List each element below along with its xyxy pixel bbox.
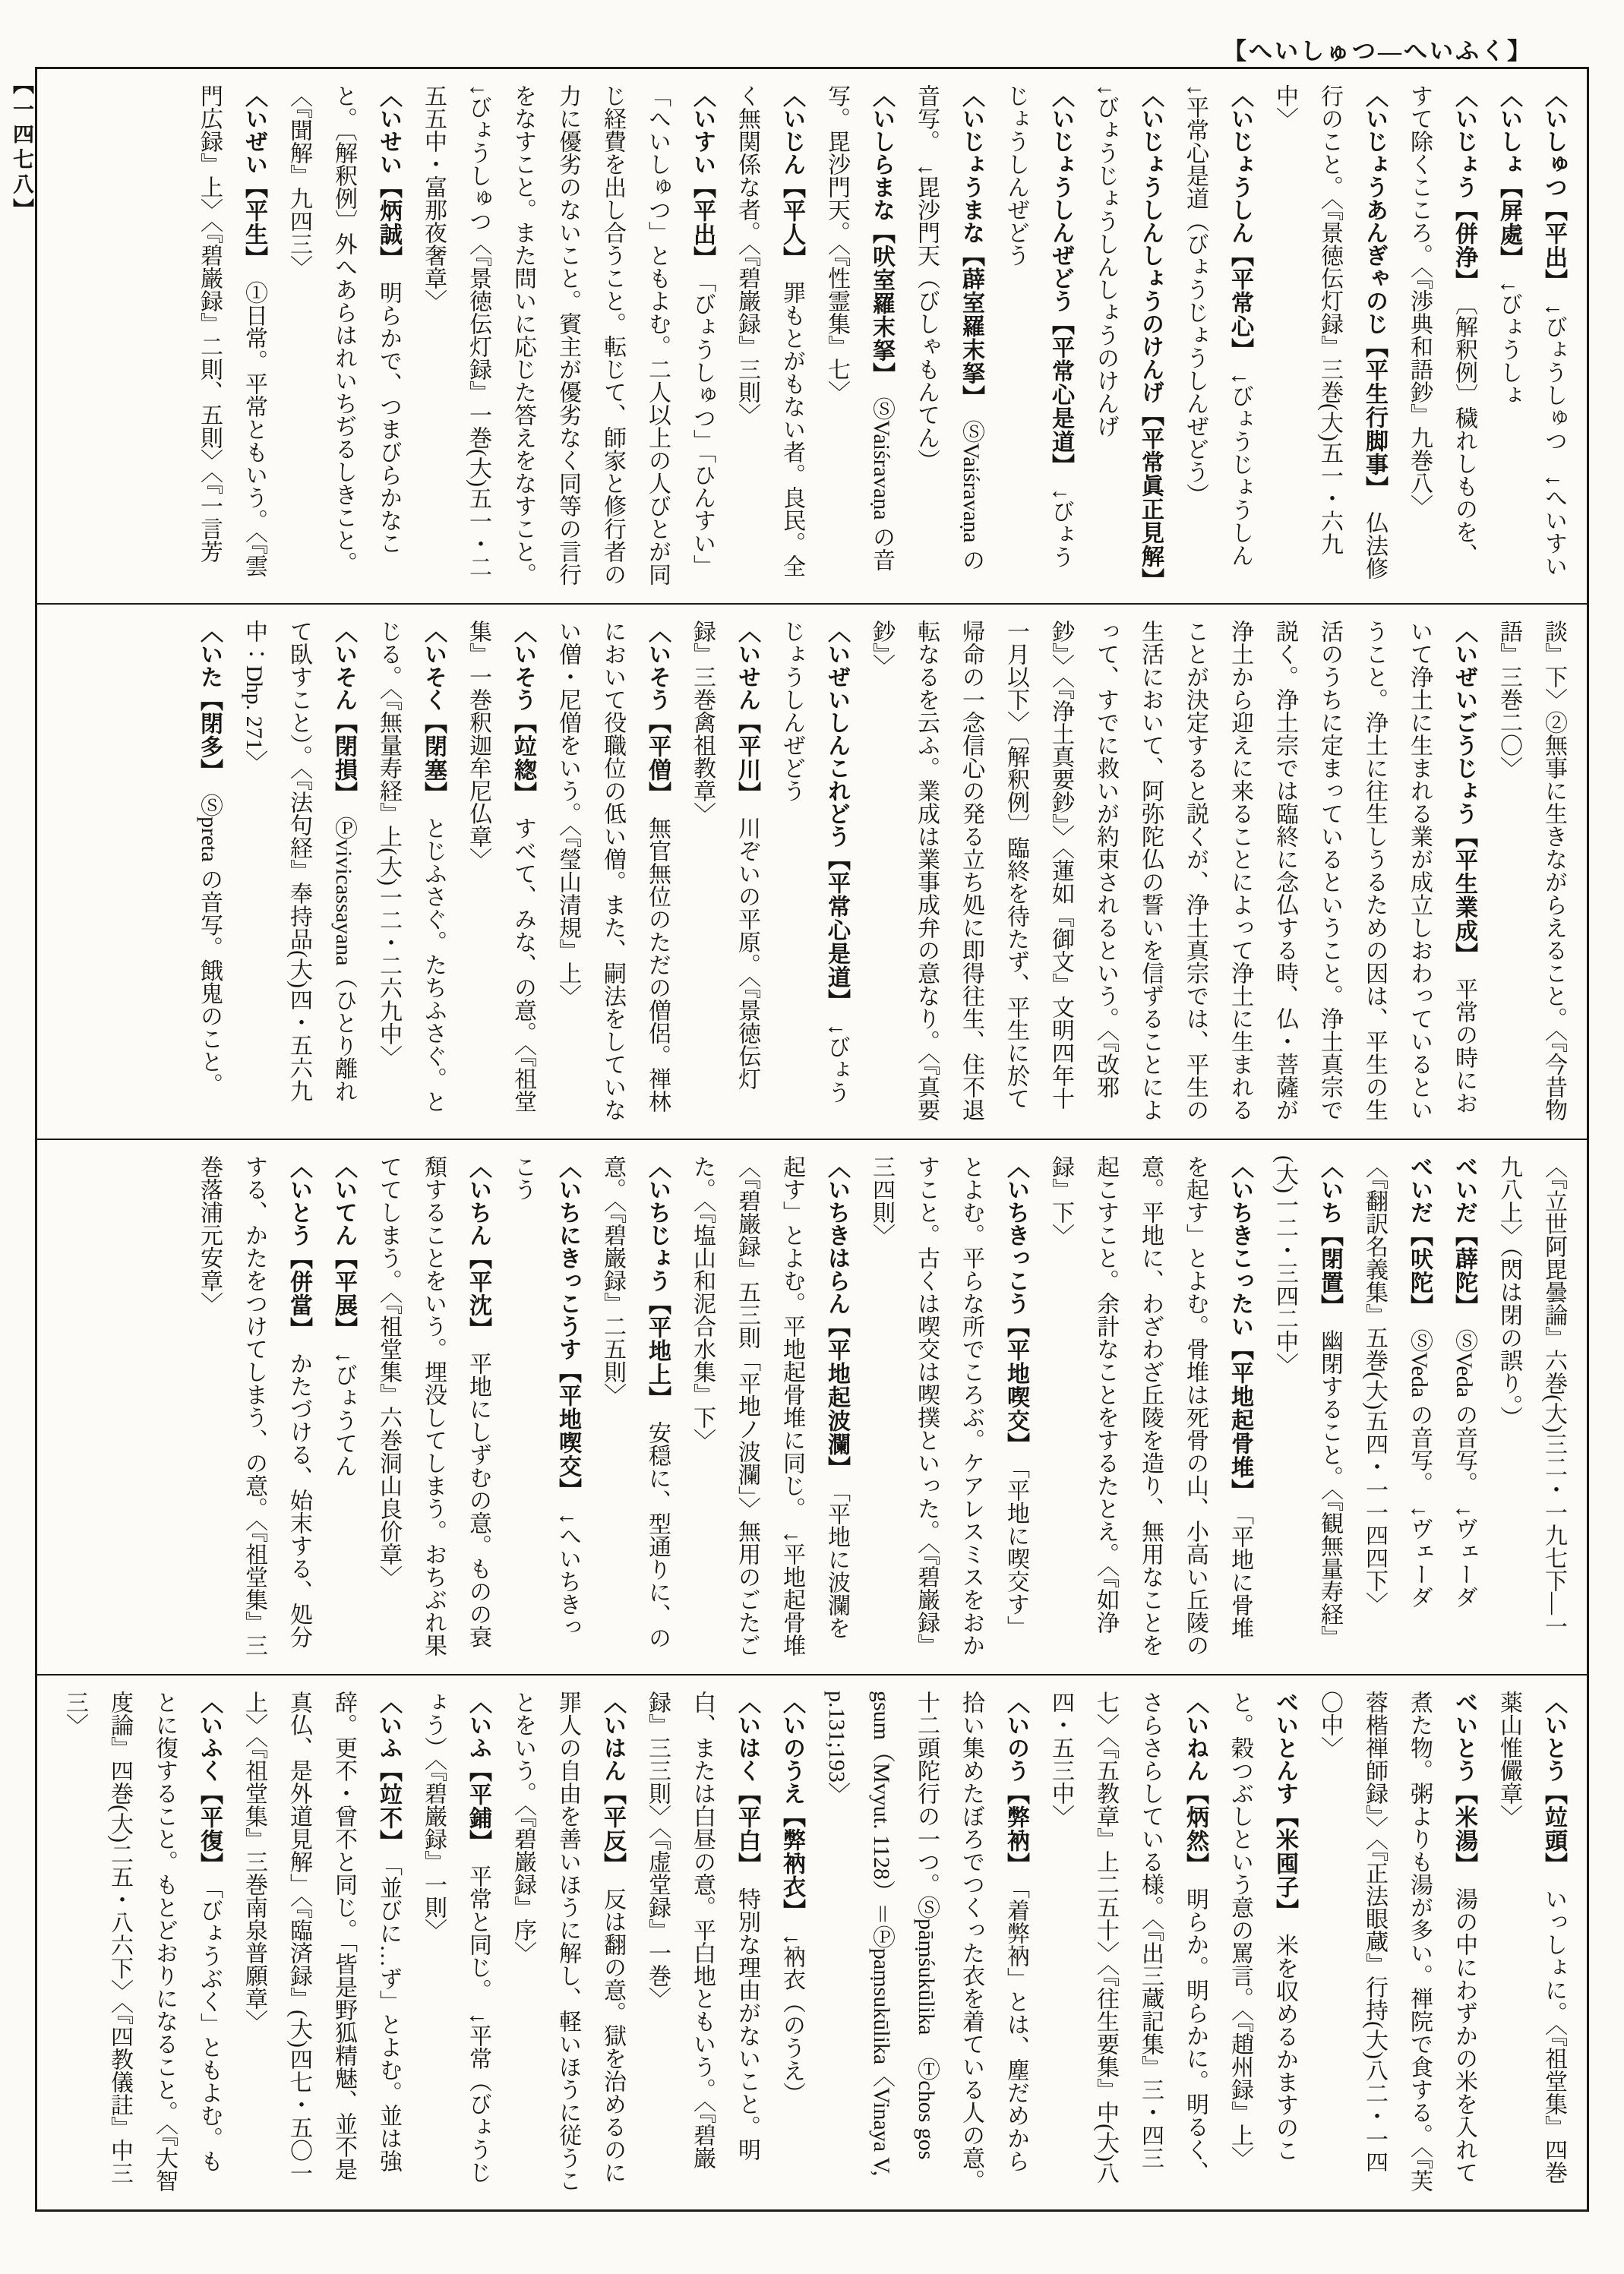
entry-kana: 〈いそく [421, 620, 446, 711]
dictionary-entry [859, 1155, 1038, 1659]
entry-kana: 〈いぜいごうじょう [1452, 620, 1477, 825]
dictionary-entry [1487, 84, 1531, 588]
entry-headword: 【併浄】 [1452, 198, 1477, 281]
dictionary-entry [411, 84, 725, 597]
entry-headword: 【弊衲】 [1003, 1782, 1028, 1865]
entry-definition: 「並びに…ず」とよむ。並は強辞。更不・曾不と同じ。「皆是野狐精魅、並不是真仏、是外道見解」〈『臨済録』(大)四七・五〇一上〉〈『祖堂集』三巻南泉普願章〉 [242, 1691, 401, 2184]
dictionary-entry [1397, 84, 1487, 588]
dictionary-entry [1038, 1691, 1218, 2194]
entry-definition: ⓈVeda の音写。 ↓ヴェーダ [1452, 1306, 1477, 1609]
entry-definition: 平常と同じ。 ↓平常（びょうじょう）〈『碧巌録』一則〉 [421, 1691, 491, 2184]
entry-kana: 〈いふ [466, 1691, 491, 1759]
dictionary-entry [1038, 1155, 1262, 1659]
entry-definition: ⓈVaiśravaṇa の音写。 ↓毘沙門天（びしゃもんてん） [914, 84, 984, 572]
dictionary-entry [590, 1155, 680, 1659]
entry-definition: ↓衲衣（のうえ） [779, 1911, 804, 2105]
dictionary-entry [1442, 1155, 1487, 1659]
entry-definition: いっしょに。〈『祖堂集』四巻薬山惟儼章〉 [1496, 1691, 1566, 2184]
dictionary-entry [680, 1155, 859, 1659]
entry-kana: 〈いじん [779, 84, 804, 175]
band-3 [37, 1139, 1587, 1674]
dictionary-entry [994, 84, 1083, 588]
entry-definition: 〈『立世阿毘曇論』六巻(大)三二・一九七下―一九八上〉（閃は閉の誤り。） [1496, 1155, 1566, 1638]
entry-kana: 〈いた [197, 620, 222, 688]
entry-headword: 【平地喫交】 [555, 1360, 580, 1490]
entry-definition: Ⓢpreta の音写。餓鬼のこと。 [197, 771, 222, 1096]
entry-headword: 【吠陀】 [1407, 1224, 1432, 1306]
entry-kana: 〈いしらまな [869, 84, 894, 221]
entry-headword: 【平人】 [779, 175, 804, 258]
entry-headword: 【竝不】 [376, 1759, 401, 1842]
entry-kana: 〈いちきこったい [1227, 1155, 1253, 1338]
entry-definition: 罪もとがもない者。良民。全く無関係な者。〈『碧巌録』三則〉 [735, 84, 804, 577]
dictionary-entry [187, 84, 276, 588]
entry-kana: べいだ [1452, 1155, 1477, 1224]
dictionary-entry [545, 620, 680, 1123]
entry-headword: 【平常心是道】 [1048, 312, 1073, 466]
entry-headword: 【平地喫交】 [1003, 1315, 1028, 1445]
entry-kana: 〈いじょう [1452, 84, 1477, 198]
entry-kana: 〈いしゅつ [1541, 84, 1566, 198]
entry-kana: 〈いふく [197, 1691, 222, 1782]
entry-headword: 【薜室羅末拏】 [959, 244, 984, 397]
dictionary-entry [814, 1691, 1038, 2194]
entry-headword: 【平出】 [1541, 198, 1566, 281]
entry-definition: ↓びょうじょうしんぜどう [779, 620, 849, 1104]
entry-kana: 〈いせい [376, 84, 401, 175]
entry-definition: 「着弊衲」とは、塵だめから拾い集めたぼろでつくった衣を着ている人の意。十二頭陀行の一つ。Ⓢpāṃśukūlika Ⓣchos gos gsum（Mvyut. 1128）＝Ⓟpaṃsukūlika〈Vinaya V, p.131;193〉 [824, 1691, 1028, 2192]
entry-definition: 「びょうしゅつ」「ひんすい」「へいしゅつ」ともよむ。二人以上の人びとが同じ経費を出し合うこと。転じて、師家と修行者の力に優劣のないこと。賓主が優劣なく同等の言行をなすこと。また問いに応じた答えをなすこと。 ↓びょうしゅつ〈『景徳伝灯録』一巻(大)五一・二五五中・富那夜奢章〉 [421, 84, 715, 597]
dictionary-entry [366, 620, 456, 1123]
entry-kana: 〈いちにきっこうす [555, 1155, 580, 1360]
entry-headword: 【屏處】 [1496, 175, 1521, 258]
entry-definition: Ⓟvivicassayana（ひとり離れて臥すこと）。〈『法句経』奉持品(大)四・五六九中：Dhp. 271〉 [242, 620, 356, 1103]
dictionary-entry [276, 84, 411, 588]
dictionary-entry [725, 84, 814, 588]
entry-kana: 〈いてん [331, 1155, 356, 1246]
entry-headword: 【併當】 [286, 1246, 311, 1329]
entry-kana: 〈いのうえ [779, 1691, 804, 1805]
dictionary-entry [1083, 84, 1173, 603]
dictionary-entry [187, 1155, 321, 1659]
entry-definition: ↓びょうしゅつ ↓へいすい [1541, 281, 1566, 577]
entry-headword: 【米湯】 [1452, 1782, 1477, 1865]
dictionary-entry [1307, 1691, 1487, 2194]
dictionary-entry [680, 620, 769, 1123]
entry-kana: 〈いじょうしんしょうのけんげ [1138, 84, 1163, 403]
entry-kana: 〈いのう [1003, 1691, 1028, 1782]
entry-kana: 〈いふ [376, 1691, 401, 1759]
entry-definition: 〔解釈例〕穢れしものを、すて除くこころ。〈『渉典和語鈔』九巻八〉 [1407, 84, 1477, 566]
entry-definition: 「平地に波瀾を起す」とよむ。平地起骨堆に同じ。 ↓平地起骨堆〈『碧巌録』五三則「平地ノ波瀾」〉無用のごたごた。〈『塩山和泥合水集』下〉 [690, 1155, 849, 1657]
dictionary-entry [1487, 1155, 1576, 1659]
dictionary-entry [366, 1155, 501, 1659]
entry-headword: 【弊衲衣】 [779, 1805, 804, 1911]
entry-kana: べいとんす [1272, 1691, 1297, 1805]
entry-headword: 【炳誠】 [376, 175, 401, 258]
entry-headword: 【平僧】 [645, 711, 670, 794]
entry-kana: 〈いねん [1183, 1691, 1208, 1782]
entry-headword: 【平反】 [600, 1782, 625, 1865]
dictionary-entry [1218, 1691, 1307, 2194]
entry-definition: 明らかで、つまびらかなこと。〔解釈例〕外へあらはれいちぢるしきこと。〈『聞解』九四三〉 [286, 84, 401, 574]
entry-definition: ↓びょうしょ [1496, 258, 1521, 406]
entry-headword: 【平生】 [242, 175, 267, 258]
entry-headword: 【吠室羅末拏】 [869, 221, 894, 374]
entry-kana: 〈いそう [645, 620, 670, 711]
entry-headword: 【閉損】 [331, 711, 356, 794]
entry-kana: 〈いとう [286, 1155, 311, 1246]
entry-kana: 〈いしょ [1496, 84, 1521, 175]
dictionary-entry [1531, 84, 1576, 588]
dictionary-entry [52, 1691, 232, 2194]
entry-headword: 【平常心】 [1227, 244, 1253, 350]
entry-definition: 特別な理由がないこと。明白、または白昼の意。平白地ともいう。〈『碧巌録』三三則〉〈『虚堂録』一巻〉 [645, 1691, 760, 2169]
dictionary-entry [1352, 1155, 1442, 1659]
dictionary-entry [501, 1691, 635, 2194]
entry-definition: ①日常。平常ともいう。〈『雲門広録』上〉〈『碧巌録』二則、五則〉〈『一言芳 [197, 84, 267, 577]
dictionary-entry [769, 620, 859, 1123]
entry-definition: 「びょうぶく」ともよむ。もとに復すること。もとどおりになること。〈『大智度論』四巻(大)二五・八六下〉〈『四教儀註』中三三〉 [62, 1691, 222, 2192]
entry-definition: 米を収めるかますのこと。穀つぶしという意の罵言。〈『趙州録』上〉 [1227, 1691, 1297, 2169]
entry-kana: 〈いじょうあんぎゃのじ [1362, 84, 1387, 335]
dictionary-entry [1487, 620, 1576, 1123]
dictionary-entry [1487, 1691, 1576, 2194]
entry-kana: 〈いはく [735, 1691, 760, 1782]
dictionary-entry [1173, 84, 1262, 588]
entry-kana: 〈いぜい [242, 84, 267, 175]
dictionary-entry [321, 1155, 366, 1659]
dictionary-entry [904, 84, 994, 588]
entry-kana: べいとう [1452, 1691, 1477, 1782]
entry-definition: ↓へいちきっこう [510, 1155, 580, 1638]
dictionary-entry [456, 620, 545, 1123]
entry-kana: 〈いちきはらん [824, 1155, 849, 1315]
entry-definition: 明らか。明らかに。明るく、さらさらしている様。〈『出三蔵記集』三・四三七〉〈『五教章』上二五十〉〈『往生要集』中(大)八四・五三中〉 [1048, 1691, 1208, 2184]
entry-definition: かたづける、始末する、処分する、かたをつけてしまう、の意。〈『祖堂集』三巻落浦元安章〉 [197, 1155, 311, 1657]
dictionary-entry [814, 84, 904, 588]
dictionary-entry [187, 620, 232, 1123]
entry-headword: 【平復】 [197, 1782, 222, 1865]
entry-definition: ⓈVeda の音写。 ↓ヴェーダ〈『翻訳名義集』五巻(大)五四・一一四四下〉 [1362, 1155, 1432, 1615]
entry-definition: 「平地に骨堆を起す」とよむ。骨堆は死骨の山、小高い丘陵の意。平地に、わざわざ丘陵を造り、無用なことを起こすこと。余計なことをするたとえ。〈『如浄録』下〉 [1048, 1155, 1253, 1657]
band-2 [37, 603, 1587, 1139]
entry-definition: 談』下〉②無事に生きながらえること。〈『今昔物語』三巻二〇〉 [1496, 620, 1566, 1121]
entry-kana: 〈いすい [690, 84, 715, 175]
entry-definition: ↓びょうじょうしんぜどう [1003, 84, 1073, 568]
dictionary-entry [232, 620, 366, 1123]
entry-definition: すべて、みな、の意。〈『祖堂集』一巻釈迦牟尼仏章〉 [466, 620, 536, 1113]
entry-definition: 湯の中にわずかの米を入れて煮た物。粥よりも湯が多い。禅院で食する。〈『芙蓉楷禅師録』〉〈『正法眼蔵』行持(大)八二・一四〇中〉 [1317, 1691, 1477, 2192]
page-frame [35, 67, 1589, 2212]
entry-definition: 反は翻の意。獄を治めるのに罪人の自由を善いほうに解し、軽いほうに従うことをいう。〈『碧巌録』序〉 [510, 1691, 625, 2192]
entry-kana: 〈いちきっこう [1003, 1155, 1028, 1315]
entry-definition: 川ぞいの平原。〈『景徳伝灯録』三巻禽祖教章〉 [690, 620, 760, 1090]
entry-headword: 【平地起骨堆】 [1227, 1338, 1253, 1491]
entry-definition: ⓈVaiśravaṇa の音写。毘沙門天。〈『性霊集』七〉 [824, 84, 894, 572]
entry-definition: 「平地に喫交す」とよむ。平らな所でころぶ。ケアレスミスをおかすこと。古くは喫交は喫撲といった。〈『碧巌録』三四則〉 [869, 1155, 1028, 1657]
dictionary-entry [635, 1691, 769, 2194]
entry-kana: 〈いそう [510, 620, 536, 711]
dictionary-entry [411, 1691, 501, 2194]
entry-kana: 〈いそん [331, 620, 356, 711]
entry-kana: 〈いちん [466, 1155, 491, 1246]
entry-kana: 〈いはん [600, 1691, 625, 1782]
entry-headword: 【閉置】 [1317, 1224, 1342, 1306]
entry-definition: ↓びょうてん [331, 1329, 356, 1477]
entry-headword: 【平沈】 [466, 1246, 491, 1329]
entry-headword: 【平出】 [690, 175, 715, 258]
entry-kana: 〈いとう [1541, 1691, 1566, 1782]
entry-definition: ↓びょうじょうしんしょうのけんげ [1093, 84, 1163, 603]
dictionary-entry [501, 1155, 590, 1659]
entry-headword: 【米囤子】 [1272, 1805, 1297, 1911]
entry-kana: べいだ [1407, 1155, 1432, 1224]
entry-headword: 【平川】 [735, 711, 760, 794]
entry-headword: 【平常眞正見解】 [1138, 403, 1163, 580]
entry-headword: 【平地起波瀾】 [824, 1315, 849, 1468]
dictionary-entry [232, 1691, 411, 2194]
entry-definition: 平地にしずむの意。ものの衰頽することをいう。埋没してしまう。おちぶれ果ててしまう。〈『祖堂集』六巻洞山良价章〉 [376, 1155, 491, 1657]
entry-kana: 〈いじょうしんぜどう [1048, 84, 1073, 312]
band-1 [37, 69, 1587, 603]
entry-definition: 仏法修行のこと。〈『景徳伝灯録』三巻(大)五一・六九中〉 [1272, 84, 1387, 580]
entry-kana: 〈いぜいしんこれどう [824, 620, 849, 848]
entry-headword: 【平常心是道】 [824, 848, 849, 1001]
entry-headword: 【平生業成】 [1452, 825, 1477, 955]
entry-definition: 平常の時において浄土に生まれる業が成立しおわっているということ。浄土に往生しうるための因は、平生の生活のうちに定まっているということ。浄土真宗で説く。浄土宗では臨終に念仏する時、仏・菩薩が浄土から迎えに来ることによって浄土に生まれることが決定すると説くが、浄土真宗では、平生の生活において、阿弥陀仏の誓いを信ずることによって、すでに救いが約束されるという。〈『改邪鈔』〉〈『浄土真要鈔』〉〈蓮如『御文』文明四年十一月以下〉〔解釈例〕臨終を待たず、平生に於て帰命の一念信心の発る立ち処に即得往生、住不退転なるを云ふ。業成は業事成弁の意なり。〈『真要鈔』〉 [869, 620, 1477, 1121]
entry-headword: 【炳然】 [1183, 1782, 1208, 1865]
entry-headword: 【竝頭】 [1541, 1782, 1566, 1865]
entry-headword: 【平地上】 [645, 1292, 670, 1398]
dictionary-entry [769, 1691, 814, 2194]
entry-headword: 【平白】 [735, 1782, 760, 1865]
entry-kana: 〈いせん [735, 620, 760, 711]
entry-kana: 〈いじょうまな [959, 84, 984, 244]
entry-definition: 幽閉すること。〈『観無量寿経』(大)一二・三四二中〉 [1272, 1155, 1342, 1648]
entry-headword: 【竝緫】 [510, 711, 536, 794]
page-number: 【一四七八】 [10, 73, 33, 223]
running-head: 【へいしゅつ―へいふく】 [1223, 38, 1533, 65]
entry-headword: 【平展】 [331, 1246, 356, 1329]
dictionary-entry [859, 620, 1487, 1123]
entry-headword: 【薜陀】 [1452, 1224, 1477, 1306]
entry-definition: 無官無位のただの僧侶。禅林において役職位の低い僧。また、嗣法をしていない僧・尼僧をいう。〈『瑩山清規』上〉 [555, 620, 670, 1121]
entry-kana: 〈いちじょう [645, 1155, 670, 1292]
entry-kana: 〈いち [1317, 1155, 1342, 1224]
entry-headword: 【閉塞】 [421, 711, 446, 794]
dictionary-entry [1262, 1155, 1352, 1659]
entry-definition: とじふさぐ。たちふさぐ。とじる。〈『無量寿経』上(大)一二・二六九中〉 [376, 620, 446, 1113]
entry-headword: 【平鋪】 [466, 1759, 491, 1842]
entry-definition: 安穏に、型通りに、の意。〈『碧巌録』二五則〉 [600, 1155, 670, 1649]
dictionary-entry [1262, 84, 1397, 588]
band-4 [37, 1674, 1587, 2209]
entry-definition: ↓びょうじょうしん ↓平常心是道（びょうじょうしんぜどう） [1183, 84, 1253, 589]
entry-kana: 〈いじょうしん [1227, 84, 1253, 244]
entry-headword: 【平生行脚事】 [1362, 335, 1387, 488]
entry-headword: 【閉多】 [197, 688, 222, 771]
